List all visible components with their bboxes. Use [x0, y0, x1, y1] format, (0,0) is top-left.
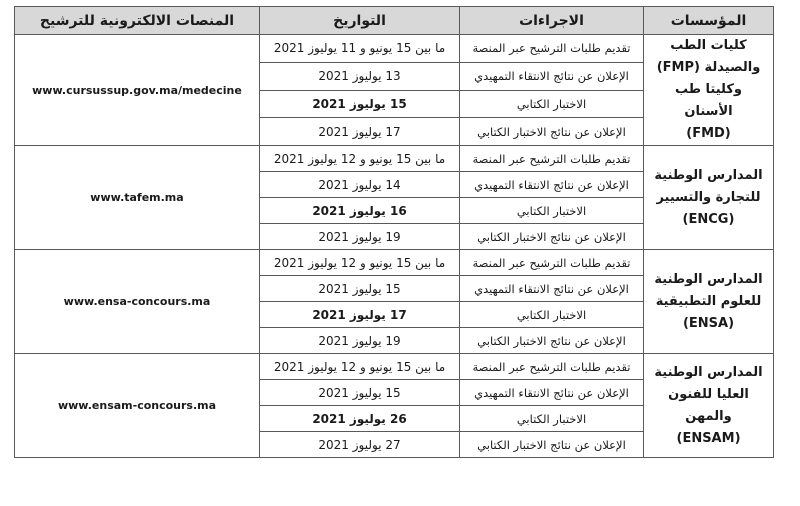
institution-line: (ENSA) — [682, 315, 735, 331]
institution-cell — [644, 250, 774, 354]
table-row — [15, 146, 774, 172]
date-cell: ما بين 15 يونيو و 12 يوليوز 2021 — [260, 146, 460, 172]
header-dates: التواريخ — [260, 7, 460, 35]
procedure-cell: تقديم طلبات الترشيح عبر المنصة — [460, 354, 644, 380]
procedure-cell: الإعلان عن نتائج الانتقاء التمهيدي — [460, 276, 644, 302]
table-row — [15, 354, 774, 380]
date-cell: 27 يوليوز 2021 — [260, 432, 460, 458]
procedure-cell: تقديم طلبات الترشيح عبر المنصة — [460, 146, 644, 172]
platform-link[interactable]: www.ensa-concours.ma — [15, 250, 260, 354]
institution-line: العليا للفنون والمهن — [668, 386, 749, 424]
date-cell: 14 يوليوز 2021 — [260, 172, 460, 198]
date-cell: 17 يوليوز 2021 — [260, 302, 460, 328]
date-cell: ما بين 15 يونيو و 11 يوليوز 2021 — [260, 35, 460, 63]
header-procedures: الاجراءات — [460, 7, 644, 35]
institution-line: المدارس الوطنية — [654, 271, 763, 287]
institution-line: وكليتا طب الأسنان — [675, 82, 742, 119]
platform-link[interactable]: www.cursussup.gov.ma/medecine — [15, 35, 260, 146]
procedure-cell: الاختبار الكتابي — [460, 302, 644, 328]
date-cell: 19 يوليوز 2021 — [260, 224, 460, 250]
institution-line: والصيدلة (FMP) — [656, 60, 761, 75]
procedure-cell: الاختبار الكتابي — [460, 406, 644, 432]
date-cell: 13 يوليوز 2021 — [260, 62, 460, 90]
platform-link[interactable]: www.ensam-concours.ma — [15, 354, 260, 458]
institution-line: كليات الطب — [670, 38, 747, 53]
date-cell: 15 يوليوز 2021 — [260, 380, 460, 406]
institution-line: (ENSAM) — [676, 430, 741, 446]
date-cell: 17 يوليوز 2021 — [260, 118, 460, 146]
date-cell: 16 يوليوز 2021 — [260, 198, 460, 224]
table-row — [15, 250, 774, 276]
institution-line: (ENCG) — [682, 211, 735, 227]
institution-line: (FMD) — [686, 126, 731, 141]
institution-cell — [644, 354, 774, 458]
procedure-cell: الإعلان عن نتائج الاختبار الكتابي — [460, 224, 644, 250]
institution-line: للعلوم التطبيقية — [655, 293, 762, 309]
procedure-cell: الإعلان عن نتائج الانتقاء التمهيدي — [460, 62, 644, 90]
date-cell: 19 يوليوز 2021 — [260, 328, 460, 354]
table-header-row — [15, 7, 774, 35]
platform-link[interactable]: www.tafem.ma — [15, 146, 260, 250]
header-platforms: المنصات الالكترونية للترشيح — [15, 7, 260, 35]
table-row — [15, 35, 774, 63]
procedure-cell: تقديم طلبات الترشيح عبر المنصة — [460, 35, 644, 63]
date-cell: 26 يوليوز 2021 — [260, 406, 460, 432]
institution-line: المدارس الوطنية — [654, 167, 763, 183]
procedure-cell: الإعلان عن نتائج الانتقاء التمهيدي — [460, 380, 644, 406]
procedure-cell: الإعلان عن نتائج الانتقاء التمهيدي — [460, 172, 644, 198]
date-cell: 15 يوليوز 2021 — [260, 276, 460, 302]
procedure-cell: الاختبار الكتابي — [460, 90, 644, 118]
institution-cell — [644, 146, 774, 250]
institution-line: للتجارة والتسيير — [656, 189, 761, 205]
date-cell: ما بين 15 يونيو و 12 يوليوز 2021 — [260, 354, 460, 380]
institution-line: المدارس الوطنية — [654, 364, 763, 380]
header-institutions: المؤسسات — [644, 7, 774, 35]
procedure-cell: الإعلان عن نتائج الاختبار الكتابي — [460, 432, 644, 458]
procedure-cell: تقديم طلبات الترشيح عبر المنصة — [460, 250, 644, 276]
procedure-cell: الاختبار الكتابي — [460, 198, 644, 224]
table-body — [15, 35, 774, 458]
procedure-cell: الإعلان عن نتائج الاختبار الكتابي — [460, 328, 644, 354]
date-cell: ما بين 15 يونيو و 12 يوليوز 2021 — [260, 250, 460, 276]
admissions-schedule-table — [14, 6, 774, 458]
procedure-cell: الإعلان عن نتائج الاختبار الكتابي — [460, 118, 644, 146]
date-cell: 15 يوليوز 2021 — [260, 90, 460, 118]
institution-cell — [644, 35, 774, 146]
